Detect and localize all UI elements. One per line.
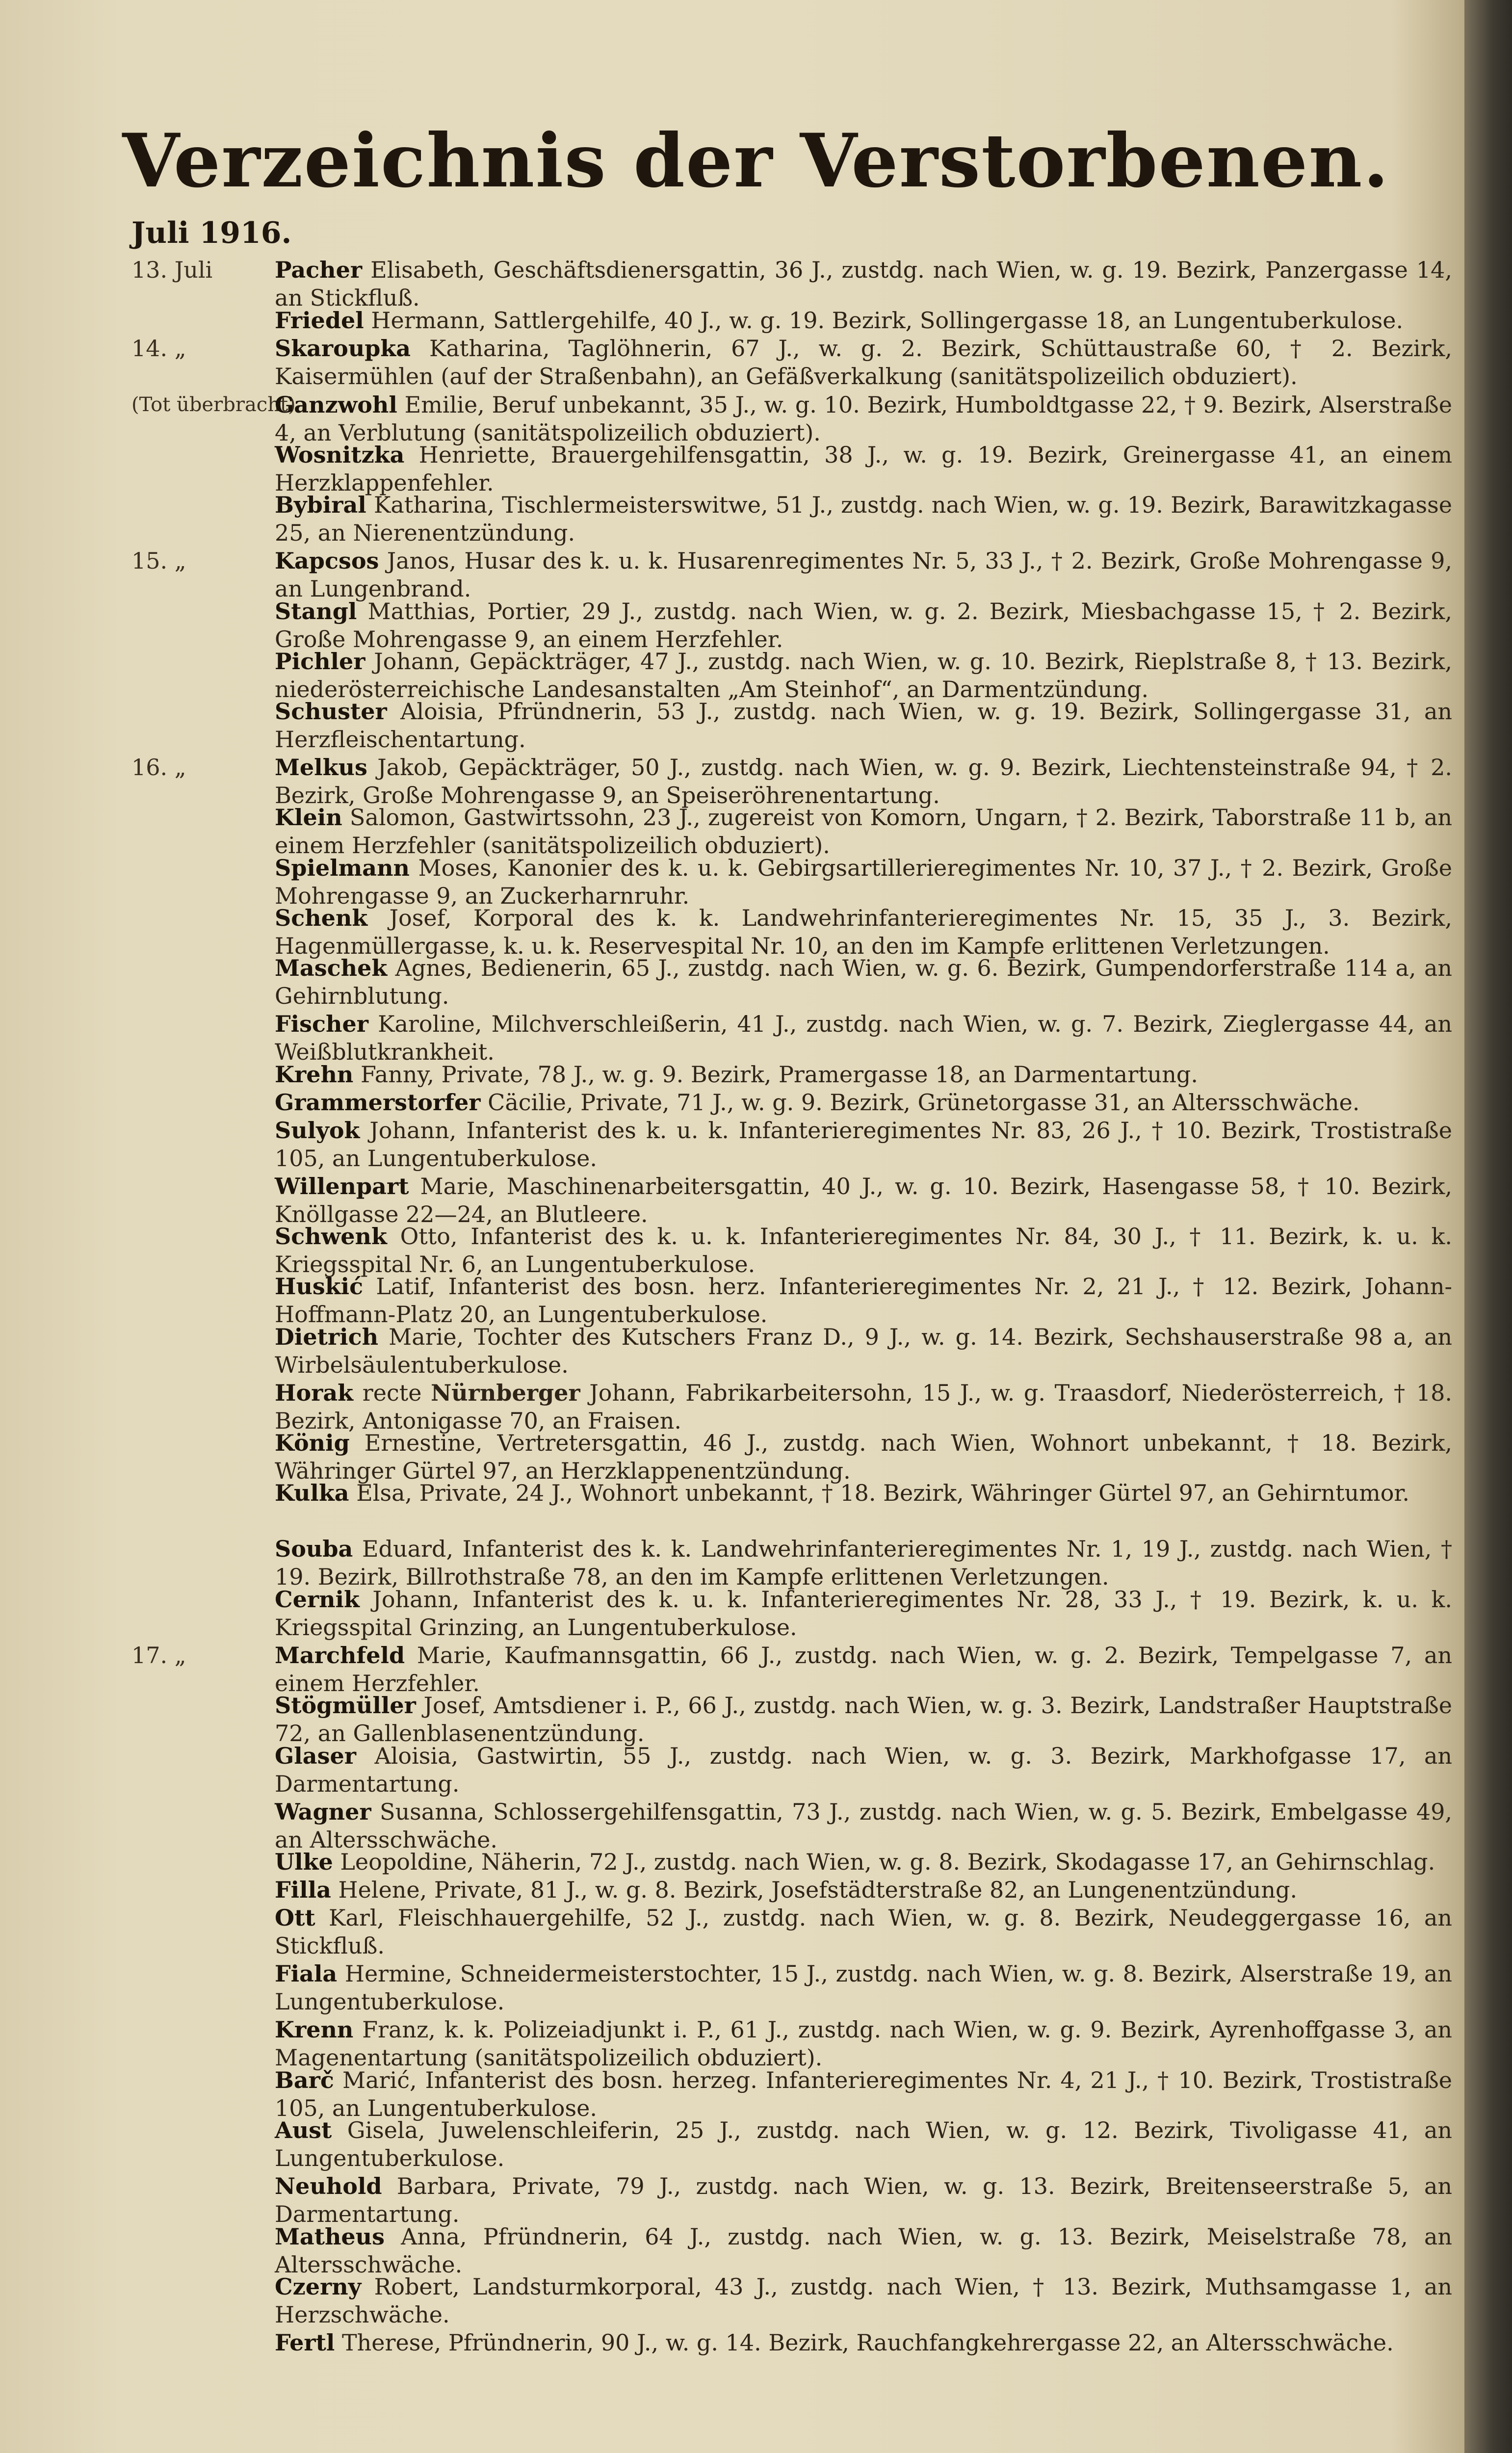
list-item <box>275 2329 1452 2357</box>
list-item <box>275 904 1452 960</box>
entry-details: recte Nürnberger Johann, Fabrikarbeitersohn, 15 J., w. g. Traasdorf, Niederösterreich, † 18. Bezirk, Antonigasse 70, an Fraisen. <box>275 1380 1452 1434</box>
list-item <box>275 491 1452 547</box>
list-item <box>275 1692 1452 1748</box>
list-item <box>275 2273 1452 2329</box>
deceased-surname: Huskić <box>275 1273 364 1300</box>
list-item <box>275 335 1452 391</box>
entry-details: Johann, Infanterist des k. u. k. Infanterieregimentes Nr. 83, 26 J., † 10. Bezirk, Trostistraße 105, an Lungentuberkulose. <box>275 1117 1452 1172</box>
list-item <box>275 2066 1452 2122</box>
deceased-surname: Pacher <box>275 257 363 283</box>
list-item <box>275 1848 1452 1876</box>
deceased-surname: Souba <box>275 1536 353 1562</box>
deceased-surname: Ganzwohl <box>275 391 397 418</box>
list-item <box>275 1876 1452 1904</box>
deceased-surname: Schuster <box>275 698 387 725</box>
list-item <box>275 754 1452 809</box>
entry-details: Franz, k. k. Polizeiadjunkt i. P., 61 J., zustdg. nach Wien, w. g. 9. Bezirk, Ayrenhoffgasse 3, an Magenentartung (sanitätspolizeilich obduziert). <box>275 2016 1452 2071</box>
list-item <box>275 854 1452 910</box>
entry-details: Josef, Amtsdiener i. P., 66 J., zustdg. nach Wien, w. g. 3. Bezirk, Landstraßer Hauptstraße 72, an Gallenblasenentzündung. <box>275 1692 1452 1747</box>
deceased-surname: Krehn <box>275 1061 354 1088</box>
entry-date: 17. „ <box>131 1642 186 1669</box>
deceased-surname: Aust <box>275 2117 332 2143</box>
list-item <box>275 1535 1452 1591</box>
entry-details: Marie, Tochter des Kutschers Franz D., 9 J., w. g. 14. Bezirk, Sechshauserstraße 98 a, an Wirbelsäulentuberkulose. <box>275 1324 1452 1378</box>
entry-details: Johann, Gepäckträger, 47 J., zustdg. nach Wien, w. g. 10. Bezirk, Rieplstraße 8, † 13. Bezirk, niederösterreichische Landesanstalten „Am Steinhof“, an Darmentzündung. <box>275 648 1452 703</box>
entry-details: Latif, Infanterist des bosn. herz. Infanterieregimentes Nr. 2, 21 J., † 12. Bezirk, Johann-Hoffmann-Platz 20, an Lungentuberkulose. <box>275 1273 1452 1328</box>
deceased-surname: Pichler <box>275 648 365 675</box>
list-item <box>275 2116 1452 2172</box>
entry-details: Matthias, Portier, 29 J., zustdg. nach Wien, w. g. 2. Bezirk, Miesbachgasse 15, † 2. Bezirk, Große Mohrengasse 9, an einem Herzfehler. <box>275 598 1452 652</box>
list-item <box>275 1798 1452 1854</box>
entry-details: Emilie, Beruf unbekannt, 35 J., w. g. 10. Bezirk, Humboldtgasse 22, † 9. Bezirk, Alserstraße 4, an Verblutung (sanitätspolizeilich obduziert). <box>275 391 1452 446</box>
deceased-surname: Dietrich <box>275 1324 379 1350</box>
list-item <box>275 1479 1452 1507</box>
list-item <box>275 256 1452 312</box>
deceased-surname: Grammerstorfer <box>275 1089 481 1116</box>
entry-details: Anna, Pfründnerin, 64 J., zustdg. nach Wien, w. g. 13. Bezirk, Meiselstraße 78, an Altersschwäche. <box>275 2223 1452 2278</box>
entry-details: Janos, Husar des k. u. k. Husarenregimentes Nr. 5, 33 J., † 2. Bezirk, Große Mohrengasse 9, an Lungenbrand. <box>275 548 1452 602</box>
list-item <box>275 1089 1452 1117</box>
entry-details: Marie, Maschinenarbeitersgattin, 40 J., w. g. 10. Bezirk, Hasengasse 58, † 10. Bezirk, Knöllgasse 22—24, an Blutleere. <box>275 1173 1452 1227</box>
deceased-surname: Sulyok <box>275 1117 360 1144</box>
entry-date: 16. „ <box>131 754 186 781</box>
list-item <box>275 1904 1452 1960</box>
entry-details: Katharina, Taglöhnerin, 67 J., w. g. 2. Bezirk, Schüttaustraße 60, † 2. Bezirk, Kaisermühlen (auf der Straßenbahn), an Gefäßverkalkung (sanitätspolizeilich obduziert). <box>275 335 1452 390</box>
list-item <box>275 391 1452 447</box>
deceased-surname: Filla <box>275 1877 331 1903</box>
list-item <box>275 1429 1452 1485</box>
deceased-surname: Willenpart <box>275 1173 409 1200</box>
deceased-surname: Fiala <box>275 1960 338 1987</box>
entry-details: Hermine, Schneidermeisterstochter, 15 J., zustdg. nach Wien, w. g. 8. Bezirk, Alserstraße 19, an Lungentuberkulose. <box>275 1960 1452 2015</box>
list-item <box>275 1273 1452 1329</box>
deceased-surname: Klein <box>275 804 342 831</box>
list-item <box>275 1117 1452 1173</box>
list-item <box>275 1742 1452 1798</box>
entry-details: Josef, Korporal des k. k. Landwehrinfanterieregimentes Nr. 15, 35 J., 3. Bezirk, Hagenmüllergasse, k. u. k. Reservespital Nr. 10, an den im Kampfe erlittenen Verletzungen. <box>275 905 1452 959</box>
deceased-surname: Schwenk <box>275 1223 387 1250</box>
section-heading-month: Juli 1916. <box>131 216 292 250</box>
entry-details: Helene, Private, 81 J., w. g. 8. Bezirk, Josefstädterstraße 82, an Lungenentzündung. <box>331 1877 1298 1903</box>
entry-details: Susanna, Schlossergehilfensgattin, 73 J., zustdg. nach Wien, w. g. 5. Bezirk, Embelgasse 49, an Altersschwäche. <box>275 1799 1452 1853</box>
entry-details: Therese, Pfründnerin, 90 J., w. g. 14. Bezirk, Rauchfangkehrergasse 22, an Altersschwäche. <box>335 2329 1394 2356</box>
entry-date: (Tot überbracht) <box>131 393 296 416</box>
entry-details: Moses, Kanonier des k. u. k. Gebirgsartillerieregimentes Nr. 10, 37 J., † 2. Bezirk, Große Mohrengasse 9, an Zuckerharnruhr. <box>275 855 1452 909</box>
entry-details: Otto, Infanterist des k. u. k. Infanterieregimentes Nr. 84, 30 J., † 11. Bezirk, k. u. k. Kriegsspital Nr. 6, an Lungentuberkulose. <box>275 1223 1452 1278</box>
page-title: Verzeichnis der Verstorbenen. <box>122 118 1390 204</box>
deceased-surname: Krenn <box>275 2016 354 2043</box>
entry-details: Ernestine, Vertretersgattin, 46 J., zustdg. nach Wien, Wohnort unbekannt, † 18. Bezirk, Währinger Gürtel 97, an Herzklappenentzündung. <box>275 1430 1452 1484</box>
deceased-surname: Barč <box>275 2067 334 2093</box>
entry-details: Elsa, Private, 24 J., Wohnort unbekannt, † 18. Bezirk, Währinger Gürtel 97, an Gehirntumor. <box>349 1480 1409 1506</box>
deceased-surname: Wagner <box>275 1799 371 1825</box>
list-item <box>275 804 1452 860</box>
list-item <box>275 2016 1452 2072</box>
entry-details: Marie, Kaufmannsgattin, 66 J., zustdg. nach Wien, w. g. 2. Bezirk, Tempelgasse 7, an einem Herzfehler. <box>275 1642 1452 1696</box>
deceased-surname: Neuhold <box>275 2173 382 2199</box>
entry-details: Eduard, Infanterist des k. k. Landwehrinfanterieregimentes Nr. 1, 19 J., zustdg. nach Wien, † 19. Bezirk, Billrothstraße 78, an den im Kampfe erlittenen Verletzungen. <box>275 1536 1452 1590</box>
entry-date: 15. „ <box>131 548 186 574</box>
deceased-surname: Ulke <box>275 1849 333 1875</box>
entry-details: Cäcilie, Private, 71 J., w. g. 9. Bezirk, Grünetorgasse 31, an Altersschwäche. <box>480 1089 1360 1116</box>
entry-details: Karl, Fleischhauergehilfe, 52 J., zustdg. nach Wien, w. g. 8. Bezirk, Neudeggergasse 16, an Stickfluß. <box>275 1905 1452 1959</box>
list-item <box>275 648 1452 704</box>
list-item <box>275 1323 1452 1379</box>
list-item <box>275 1379 1452 1435</box>
list-item <box>275 1010 1452 1066</box>
entry-details: Salomon, Gastwirtssohn, 23 J., zugereist von Komorn, Ungarn, † 2. Bezirk, Taborstraße 11 b, an einem Herzfehler (sanitätspolizeilich obduziert). <box>275 804 1452 859</box>
list-item <box>275 698 1452 754</box>
deceased-surname: Marchfeld <box>275 1642 405 1669</box>
entry-details: Henriette, Brauergehilfensgattin, 38 J., w. g. 19. Bezirk, Greinergasse 41, an einem Herzklappenfehler. <box>275 442 1452 496</box>
deceased-surname: Wosnitzka <box>275 442 405 468</box>
entry-details: Marić, Infanterist des bosn. herzeg. Infanterieregimentes Nr. 4, 21 J., † 10. Bezirk, Trostistraße 105, an Lungentuberkulose. <box>275 2067 1452 2121</box>
deceased-surname: Horak <box>275 1380 354 1406</box>
entry-details: Gisela, Juwelenschleiferin, 25 J., zustdg. nach Wien, w. g. 12. Bezirk, Tivoligasse 41, an Lungentuberkulose. <box>275 2117 1452 2171</box>
entry-details: Karoline, Milchverschleißerin, 41 J., zustdg. nach Wien, w. g. 7. Bezirk, Zieglergasse 44, an Weißblutkrankheit. <box>275 1011 1452 1065</box>
deceased-surname: Czerny <box>275 2273 362 2300</box>
list-item <box>275 1960 1452 2016</box>
deceased-surname: Friedel <box>275 307 364 334</box>
entry-details: Agnes, Bedienerin, 65 J., zustdg. nach Wien, w. g. 6. Bezirk, Gumpendorferstraße 114 a, an Gehirnblutung. <box>275 955 1452 1009</box>
deceased-surname: Schenk <box>275 905 368 931</box>
deceased-surname: Fertl <box>275 2329 335 2356</box>
list-item <box>275 598 1452 653</box>
entry-date: 14. „ <box>131 335 186 362</box>
deceased-surname: Stangl <box>275 598 357 625</box>
entry-details: Leopoldine, Näherin, 72 J., zustdg. nach Wien, w. g. 8. Bezirk, Skodagasse 17, an Gehirnschlag. <box>333 1849 1435 1875</box>
list-item <box>275 1642 1452 1697</box>
entry-details: Barbara, Private, 79 J., zustdg. nach Wien, w. g. 13. Bezirk, Breitenseerstraße 5, an Darmentartung. <box>275 2173 1452 2227</box>
entry-details: Elisabeth, Geschäftsdienersgattin, 36 J., zustdg. nach Wien, w. g. 19. Bezirk, Panzergasse 14, an Stickfluß. <box>275 257 1452 311</box>
deceased-surname: Matheus <box>275 2223 385 2250</box>
list-item <box>275 307 1452 335</box>
deceased-surname: Skaroupka <box>275 335 411 362</box>
list-item <box>275 441 1452 497</box>
list-item <box>275 1223 1452 1279</box>
deceased-surname: Kulka <box>275 1480 349 1506</box>
entry-details: Aloisia, Gastwirtin, 55 J., zustdg. nach Wien, w. g. 3. Bezirk, Markhofgasse 17, an Darmentartung. <box>275 1743 1452 1797</box>
entry-date: 13. Juli <box>131 257 213 283</box>
list-item <box>275 1061 1452 1089</box>
deceased-surname: Kapcsos <box>275 548 379 574</box>
entry-details: Johann, Infanterist des k. u. k. Infanterieregimentes Nr. 28, 33 J., † 19. Bezirk, k. u. k. Kriegsspital Grinzing, an Lungentuberkulose. <box>275 1586 1452 1641</box>
list-item <box>275 547 1452 603</box>
deceased-surname: Fischer <box>275 1011 368 1037</box>
list-item <box>275 954 1452 1010</box>
entry-details: Katharina, Tischlermeisterswitwe, 51 J., zustdg. nach Wien, w. g. 19. Bezirk, Barawitzkagasse 25, an Nierenentzündung. <box>275 492 1452 546</box>
entry-details: Fanny, Private, 78 J., w. g. 9. Bezirk, Pramergasse 18, an Darmentartung. <box>353 1061 1198 1088</box>
list-item <box>275 2223 1452 2279</box>
list-item <box>275 1586 1452 1642</box>
deceased-surname: Spielmann <box>275 855 410 881</box>
entry-details: Jakob, Gepäckträger, 50 J., zustdg. nach Wien, w. g. 9. Bezirk, Liechtensteinstraße 94, † 2. Bezirk, Große Mohrengasse 9, an Speiseröhrenentartung. <box>275 754 1452 809</box>
deceased-surname: Maschek <box>275 955 388 981</box>
entry-details: Hermann, Sattlergehilfe, 40 J., w. g. 19. Bezirk, Sollingergasse 18, an Lungentuberkulose. <box>364 307 1404 334</box>
deceased-surname: Glaser <box>275 1743 356 1769</box>
deceased-surname: König <box>275 1430 350 1456</box>
deceased-surname: Ott <box>275 1905 315 1931</box>
entry-details: Robert, Landsturmkorporal, 43 J., zustdg. nach Wien, † 13. Bezirk, Muthsamgasse 1, an Herzschwäche. <box>275 2273 1452 2328</box>
deceased-surname: Melkus <box>275 754 367 781</box>
deceased-surname: Stögmüller <box>275 1692 416 1719</box>
list-item <box>275 2172 1452 2228</box>
deceased-surname: Cernik <box>275 1586 360 1613</box>
list-item <box>275 1173 1452 1228</box>
entry-details: Aloisia, Pfründnerin, 53 J., zustdg. nach Wien, w. g. 19. Bezirk, Sollingergasse 31, an Herzfleischentartung. <box>275 698 1452 753</box>
deceased-surname: Bybiral <box>275 492 366 518</box>
